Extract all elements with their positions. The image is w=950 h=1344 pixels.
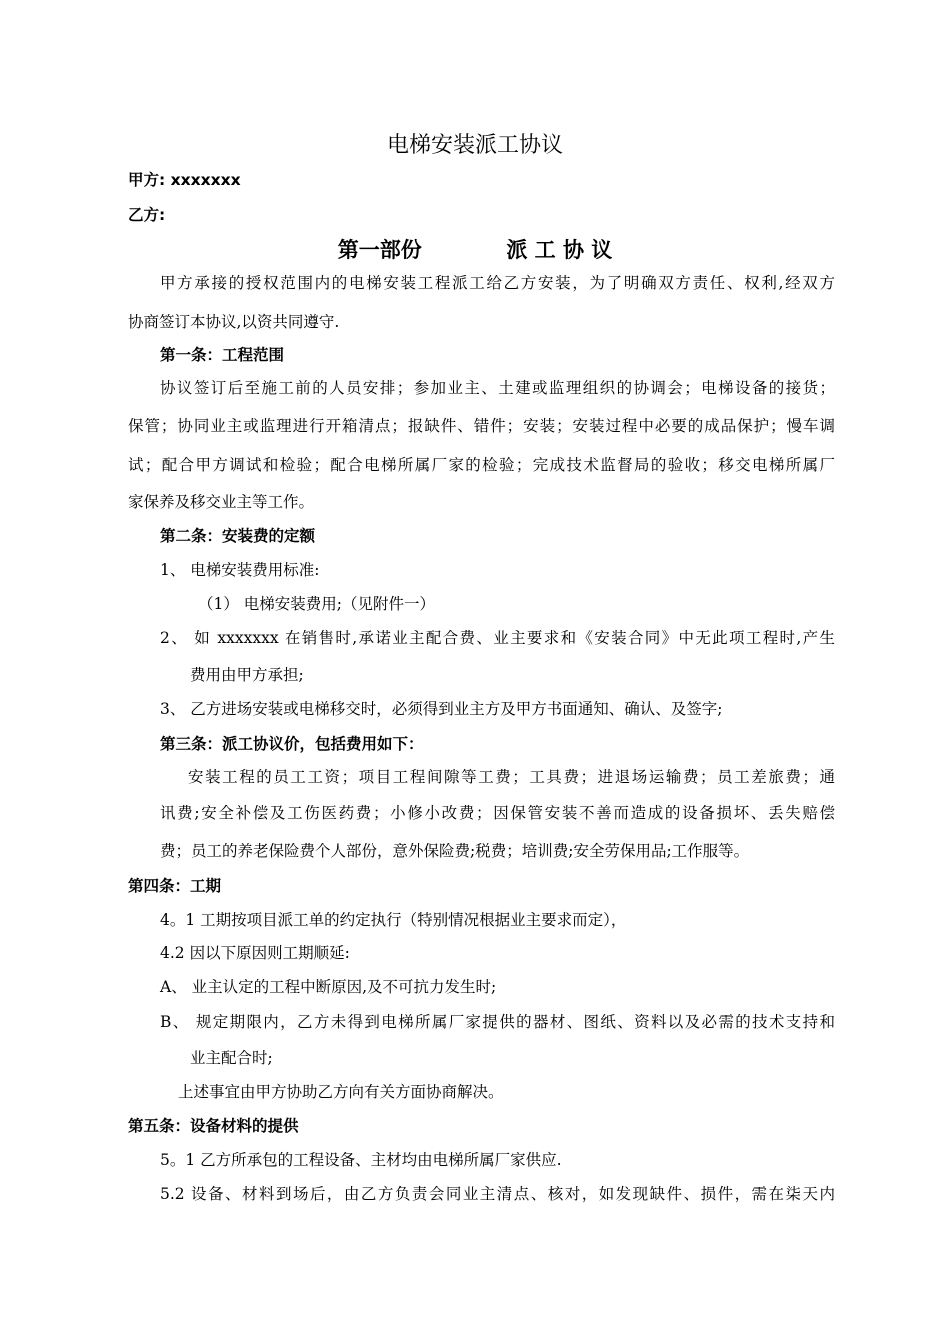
- article-1-line: 保管；协同业主或监理进行开箱清点；报缺件、错件；安装；安装过程中必要的成品保护；慢车调: [128, 417, 835, 435]
- intro-line-2: 协商签订本协议,以资共同遵守.: [128, 313, 340, 331]
- article-2-item-1-sub: （1） 电梯安装费用;（见附件一）: [198, 595, 436, 613]
- article-3-line: 安装工程的员工工资；项目工程间隙等工费；工具费；进退场运输费；员工差旅费；通: [188, 768, 835, 786]
- part-name: 派 工 协 议: [506, 238, 613, 262]
- article-4-item-b: B、 规定期限内，乙方未得到电梯所属厂家提供的器材、图纸、资料以及必需的技术支持和: [160, 1013, 835, 1031]
- article-1-line: 家保养及移交业主等工作。: [128, 493, 315, 511]
- document-title: 电梯安装派工协议: [386, 133, 563, 158]
- article-5-heading: 第五条：设备材料的提供: [128, 1117, 299, 1135]
- article-4-line-2: 4.2 因以下原因则工期顺延:: [160, 944, 350, 962]
- part-label: 第一部份: [337, 238, 422, 262]
- party-a: 甲方: xxxxxxx: [128, 171, 241, 189]
- article-4-note: 上述事宜由甲方协助乙方向有关方面协商解决。: [178, 1083, 504, 1101]
- article-2-item-3: 3、 乙方进场安装或电梯移交时，必须得到业主方及甲方书面通知、确认、及签字;: [160, 700, 723, 718]
- party-b: 乙方:: [128, 206, 166, 224]
- article-3-heading: 第三条：派工协议价，包括费用如下：: [160, 735, 424, 753]
- article-4-heading: 第四条：工期: [128, 877, 222, 895]
- article-3-line: 讯费;安全补偿及工伤医药费；小修小改费；因保管安装不善而造成的设备损坏、丢失赔偿: [160, 804, 835, 822]
- article-1-line: 协议签订后至施工前的人员安排；参加业主、土建或监理组织的协调会；电梯设备的接货；: [160, 379, 835, 397]
- article-3-line: 费；员工的养老保险费个人部份，意外保险费;税费；培训费;安全劳保用品;工作服等。: [160, 842, 750, 860]
- intro-line-1: 甲方承接的授权范围内的电梯安装工程派工给乙方安装，为了明确双方责任、权利,经双方: [160, 274, 835, 292]
- article-2-item-2-cont: 费用由甲方承担;: [190, 666, 304, 684]
- part-heading: [0, 234, 950, 264]
- article-1-heading: 第一条：工程范围: [160, 346, 285, 364]
- article-2-heading: 第二条：安装费的定额: [160, 527, 316, 545]
- article-4-item-a: A、 业主认定的工程中断原因,及不可抗力发生时;: [160, 978, 497, 996]
- article-4-line-1: 4。1 工期按项目派工单的约定执行（特别情况根据业主要求而定），: [160, 911, 627, 929]
- article-4-item-b-cont: 业主配合时;: [190, 1049, 273, 1067]
- article-2-item-1: 1、 电梯安装费用标准:: [160, 561, 320, 579]
- article-5-line-1: 5。1 乙方所承包的工程设备、主材均由电梯所属厂家供应.: [160, 1151, 562, 1169]
- article-1-line: 试；配合甲方调试和检验；配合电梯所属厂家的检验；完成技术监督局的验收；移交电梯所属厂: [128, 456, 835, 474]
- article-5-line-2: 5.2 设备、材料到场后，由乙方负责会同业主清点、核对，如发现缺件、损件，需在柒天内: [160, 1185, 835, 1203]
- article-2-item-2: 2、 如 xxxxxxx 在销售时,承诺业主配合费、业主要求和《安装合同》中无此项工程时,产生: [160, 629, 835, 647]
